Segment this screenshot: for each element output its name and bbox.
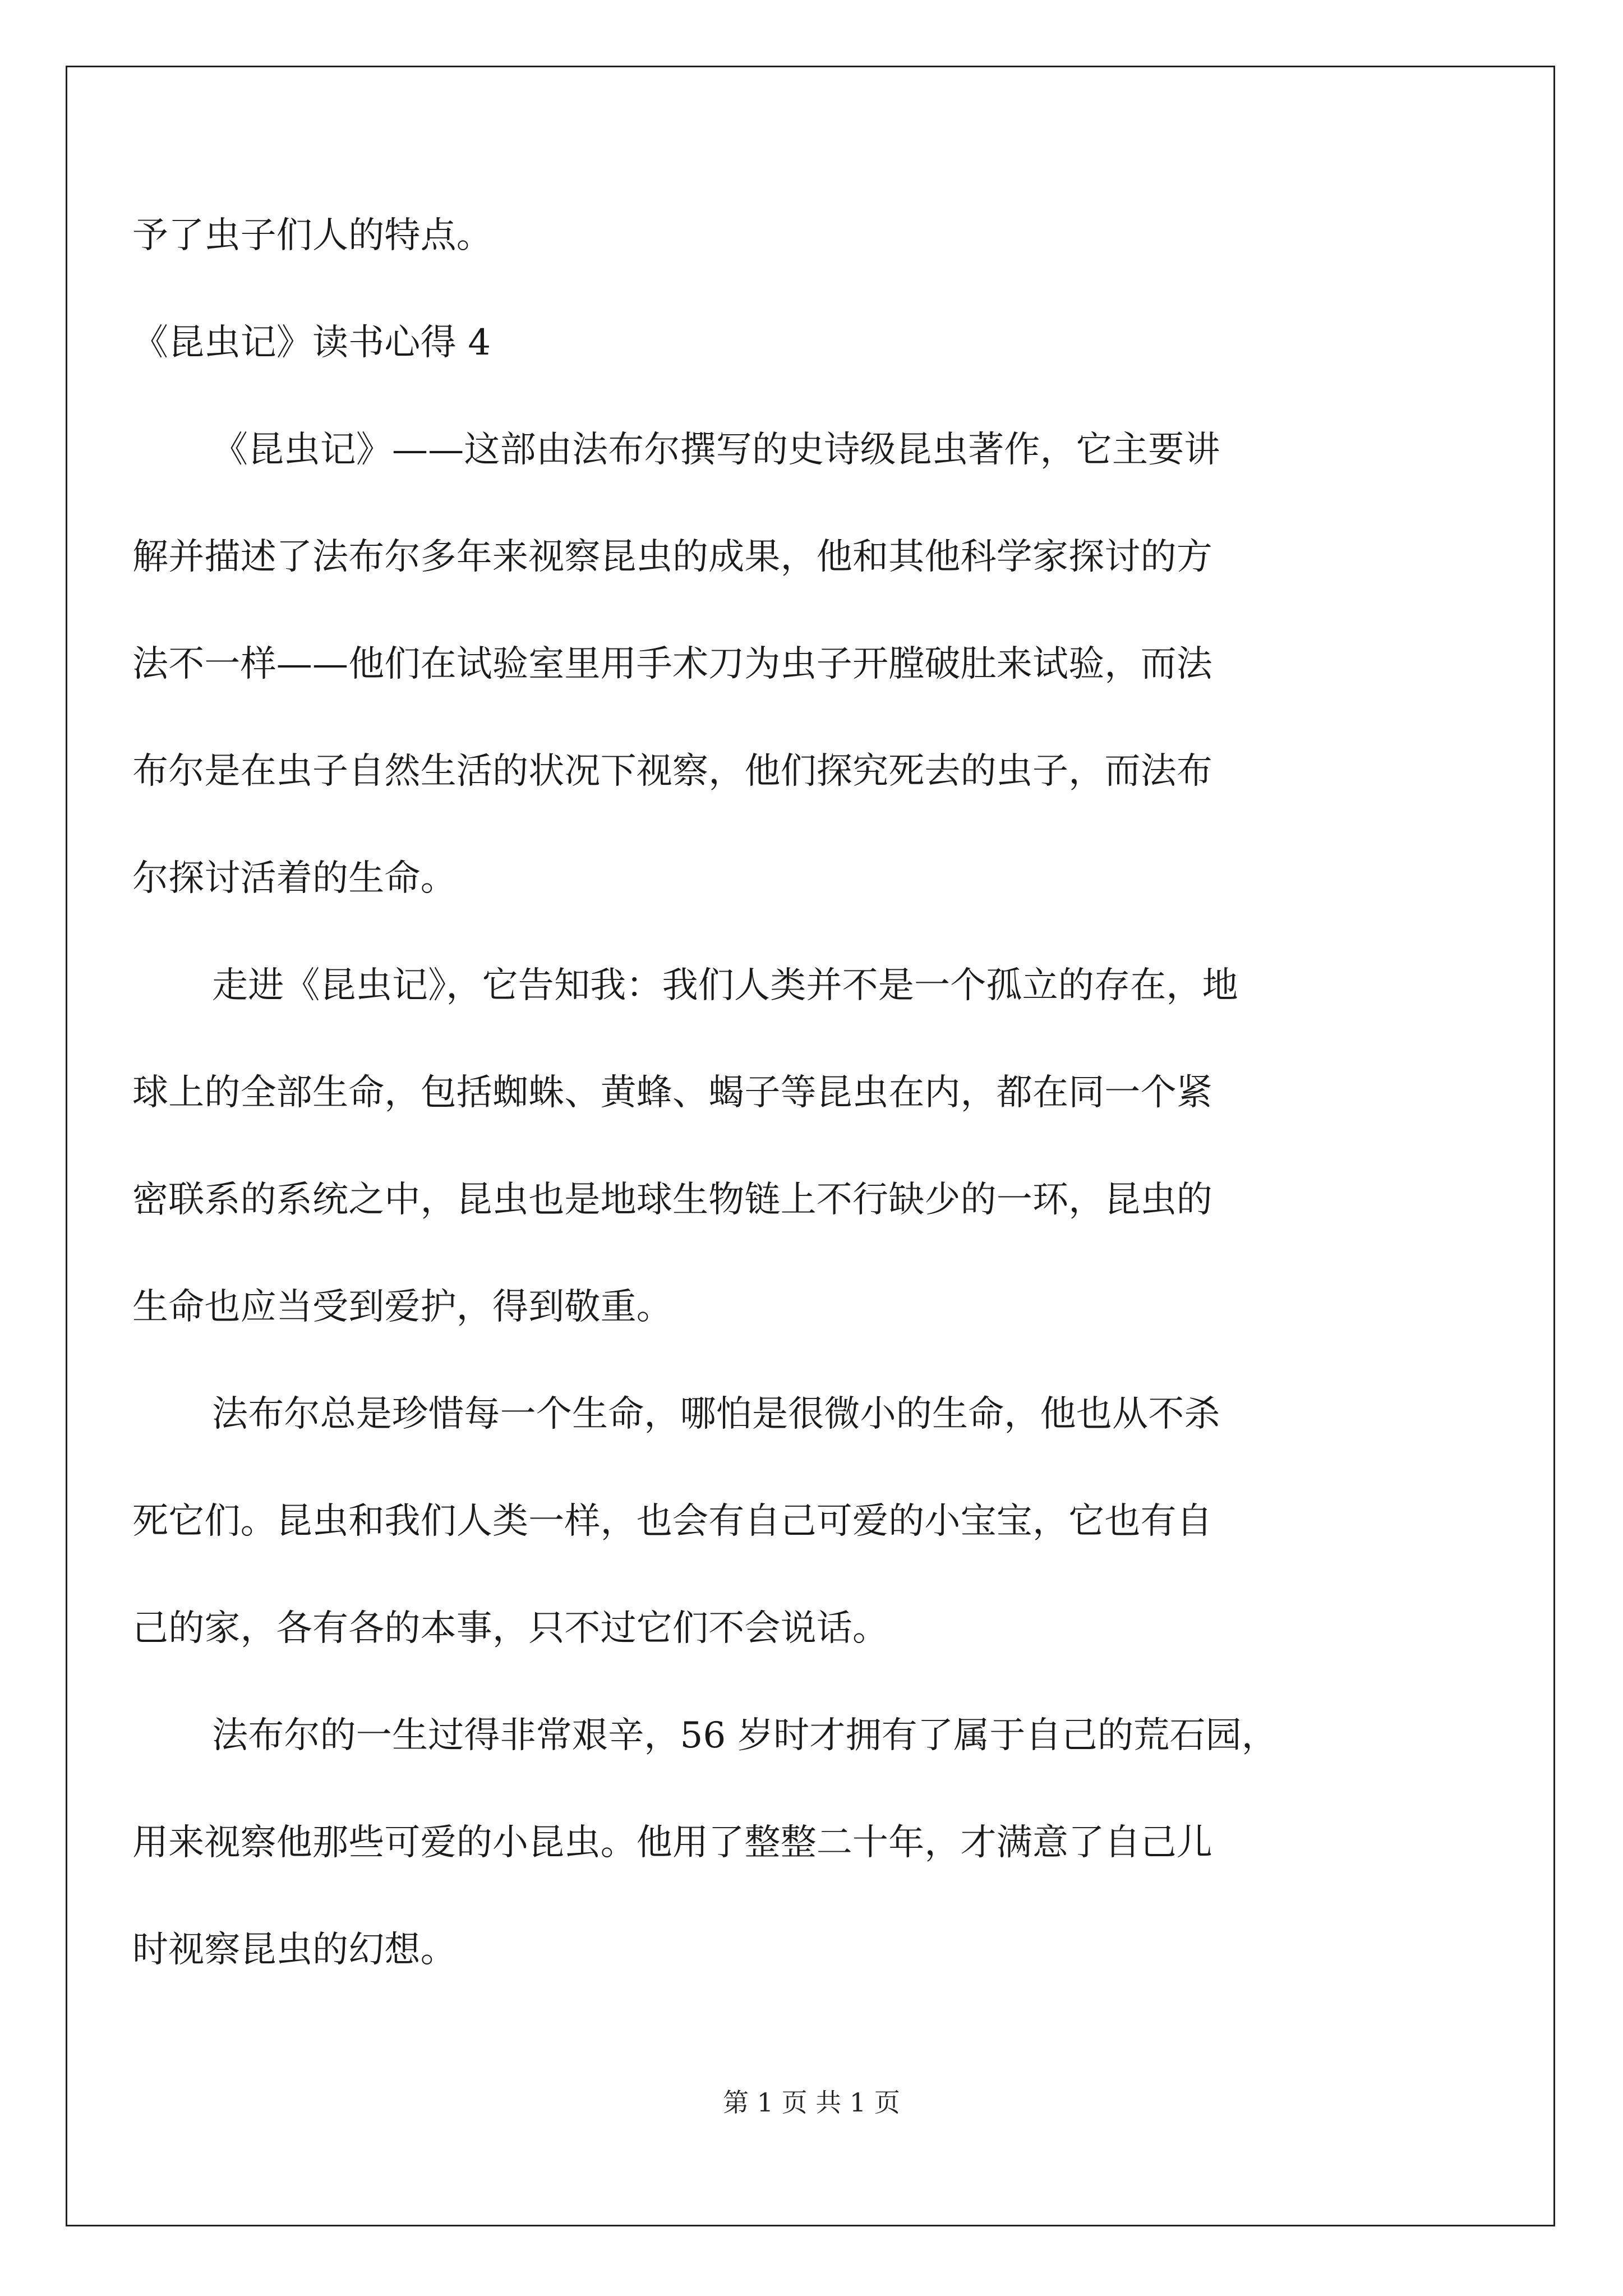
page-footer: 第 1 页 共 1 页 xyxy=(723,2087,900,2118)
paragraph-line: 己的家，各有各的本事，只不过它们不会说话。 xyxy=(132,1608,889,1649)
paragraph-line: 布尔是在虫子自然生活的状况下视察，他们探究死去的虫子，而法布 xyxy=(132,751,1212,792)
paragraph-line: 法不一样——他们在试验室里用手术刀为虫子开膛破肚来试验，而法 xyxy=(132,643,1212,685)
document-body xyxy=(132,209,1422,1977)
paragraph-line: 解并描述了法布尔多年来视察昆虫的成果，他和其他科学家探讨的方 xyxy=(132,536,1212,578)
paragraph-line: 用来视察他那些可爱的小昆虫。他用了整整二十年，才满意了自己儿 xyxy=(132,1822,1212,1864)
paragraph-line: 密联系的系统之中，昆虫也是地球生物链上不行缺少的一环，昆虫的 xyxy=(132,1179,1212,1221)
paragraph-line: 生命也应当受到爱护，得到敬重。 xyxy=(132,1286,672,1328)
paragraph-line: 《昆虫记》——这部由法布尔撰写的史诗级昆虫著作，它主要讲 xyxy=(212,429,1220,471)
paragraph-line: 死它们。昆虫和我们人类一样，也会有自己可爱的小宝宝，它也有自 xyxy=(132,1501,1212,1542)
paragraph-line: 时视察昆虫的幻想。 xyxy=(132,1929,457,1971)
paragraph-line: 走进《昆虫记》，它告知我：我们人类并不是一个孤立的存在，地 xyxy=(212,965,1238,1006)
text-line: 予了虫子们人的特点。 xyxy=(132,215,492,256)
section-heading: 《昆虫记》读书心得 4 xyxy=(132,322,491,364)
paragraph-line: 球上的全部生命，包括蜘蛛、黄蜂、蝎子等昆虫在内，都在同一个紧 xyxy=(132,1072,1212,1114)
paragraph-line: 尔探讨活着的生命。 xyxy=(132,858,457,899)
paragraph-line: 法布尔总是珍惜每一个生命，哪怕是很微小的生命，他也从不杀 xyxy=(212,1393,1220,1435)
paragraph-line: 法布尔的一生过得非常艰辛，56 岁时才拥有了属于自己的荒石园， xyxy=(212,1715,1278,1756)
